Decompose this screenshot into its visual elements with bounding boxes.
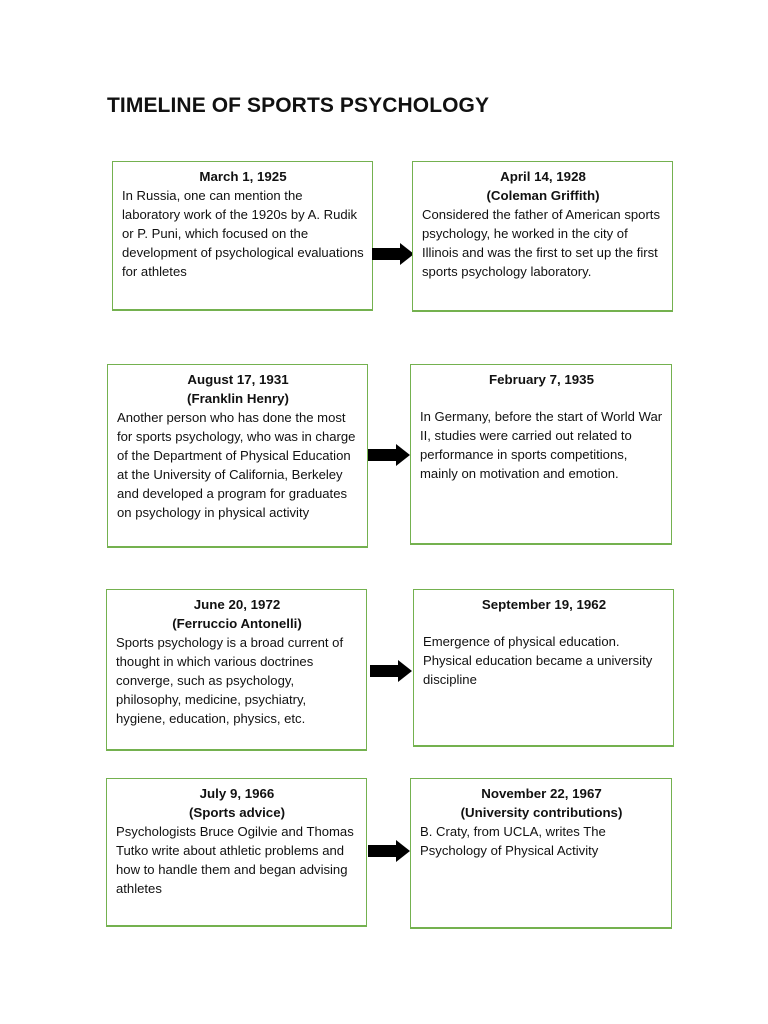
event-date: August 17, 1931 [187, 372, 289, 387]
event-description: Considered the father of American sports psychology, he worked in the city of Illinois and was the first to set up the first sports psychology laboratory. [422, 207, 660, 279]
timeline-box-1966 [106, 778, 367, 927]
event-person: (Sports advice) [188, 805, 286, 820]
timeline-box-1962 [413, 589, 674, 747]
event-person: (Ferruccio Antonelli) [172, 616, 302, 631]
timeline-box-1972 [106, 589, 367, 751]
event-date: February 7, 1935 [489, 372, 594, 387]
right-arrow-icon [368, 444, 410, 466]
right-arrow-icon [372, 243, 414, 265]
timeline-box-1931 [107, 364, 368, 548]
event-date: March 1, 1925 [199, 169, 287, 184]
event-date: June 20, 1972 [193, 597, 281, 612]
event-description: B. Craty, from UCLA, writes The Psychology of Physical Activity [420, 824, 606, 858]
event-description: In Germany, before the start of World War II, studies were carried out related to performance in sports competitions, mainly on motivation and emotion. [420, 409, 663, 481]
timeline-box-1935 [410, 364, 672, 545]
timeline-box-1928 [412, 161, 673, 312]
event-description: Psychologists Bruce Ogilvie and Thomas Tutko write about athletic problems and how to handle them and began advising athletes [116, 824, 354, 896]
event-date: November 22, 1967 [481, 786, 602, 801]
event-description: In Russia, one can mention the laboratory work of the 1920s by A. Rudik or P. Puni, which focused on the development of psychological evaluations for athletes [122, 188, 364, 279]
event-person: (University contributions) [460, 805, 623, 820]
event-description: Another person who has done the most for sports psychology, who was in charge of the Department of Physical Education at the University of California, Berkeley and developed a program for graduates on psychology in physical activity [117, 410, 356, 520]
timeline-box-1967 [410, 778, 672, 929]
timeline-box-1925 [112, 161, 373, 311]
event-person: (Franklin Henry) [187, 391, 289, 406]
event-description: Sports psychology is a broad current of thought in which various doctrines converge, such as psychology, philosophy, medicine, psychiatry, hygiene, education, physics, etc. [116, 635, 344, 726]
right-arrow-icon [368, 840, 410, 862]
event-date: April 14, 1928 [500, 169, 586, 184]
event-description: Emergence of physical education. Physical education became a university discipline [423, 634, 653, 687]
event-date: September 19, 1962 [481, 597, 607, 612]
page-title: TIMELINE OF SPORTS PSYCHOLOGY [107, 94, 490, 117]
event-person: (Coleman Griffith) [486, 188, 600, 203]
right-arrow-icon [370, 660, 412, 682]
event-date: July 9, 1966 [199, 786, 275, 801]
